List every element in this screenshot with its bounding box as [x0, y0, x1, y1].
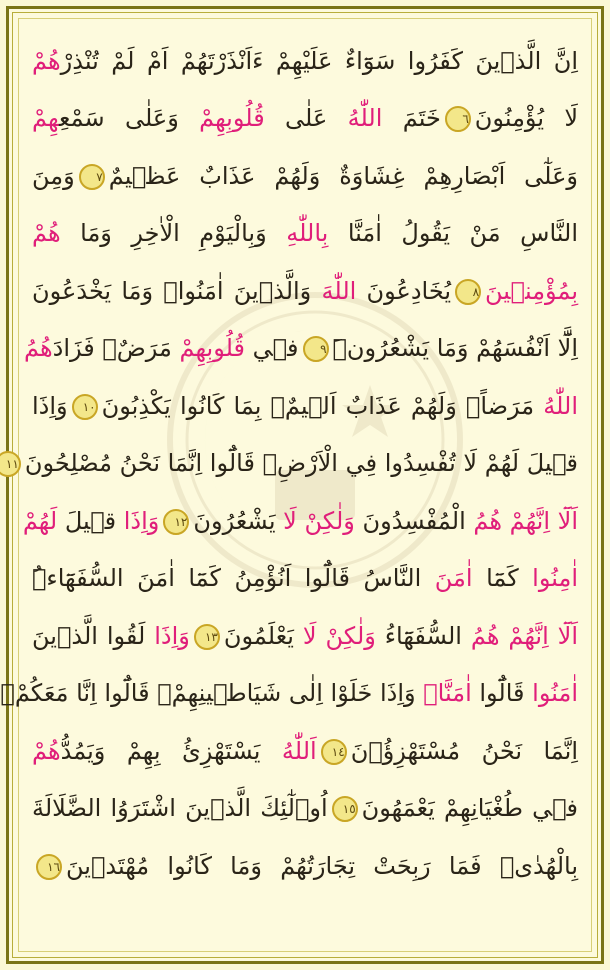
highlighted-word: بِمُؤْمِن۪ينَ [485, 277, 578, 305]
highlighted-word: اللّٰهَ [321, 277, 357, 305]
verse-text: وَمِنَ [32, 162, 75, 190]
verse-text: السُّفَهَٓاءُ [375, 622, 471, 650]
verse-text: لَا يُؤْمِنُونَ [474, 104, 579, 132]
highlighted-word: اَللّٰهُ [281, 737, 317, 765]
verse-text: وَعَلٰى سَمْعِ [59, 104, 200, 132]
text-line [5, 436, 578, 490]
quran-text-block [0, 34, 579, 934]
verse-text: كَمَٓا [472, 564, 533, 592]
verse-text: مَرَضٌۙ فَزَادَ [52, 334, 180, 362]
verse-text: وَاِذَا خَلَوْا اِلٰى شَيَاط۪ينِهِمْۙ قَالُٓوا اِنَّا مَعَكُمْۙ [0, 679, 424, 707]
highlighted-word: اٰمِنُوا [532, 564, 579, 592]
ayah-number-marker: ٦ [445, 106, 471, 132]
verse-text: لَقُوا الَّذ۪ينَ [32, 622, 155, 650]
ayah-number-marker: ١١ [0, 451, 21, 477]
verse-text: ف۪ي [245, 334, 299, 362]
text-line [22, 494, 578, 548]
highlighted-word: لَهُمْ [22, 507, 58, 535]
ayah-number-marker: ١٤ [321, 739, 347, 765]
verse-text: النَّاسِ مَنْ يَقُولُ اٰمَنَّا [328, 219, 578, 247]
verse-text: قَالُٓوا [471, 679, 533, 707]
verse-text: وَبِالْيَوْمِ الْاٰخِرِ وَمَا [60, 219, 287, 247]
verse-text: وَاِذَا [32, 392, 68, 420]
ayah-number-marker: ١٢ [163, 509, 189, 535]
verse-text: يَشْعُرُونَ [193, 507, 284, 535]
highlighted-word: وَاِذَا [154, 622, 190, 650]
verse-text: مَرَضاًۚ وَلَهُمْ عَذَابٌ اَل۪يمٌۙ بِمَا كَانُوا يَكْذِبُونَ [101, 392, 544, 420]
text-line [32, 551, 578, 605]
text-line [32, 379, 578, 433]
text-line [24, 321, 578, 375]
text-line [32, 91, 578, 145]
highlighted-word: هِمْ [32, 104, 60, 132]
verse-text: يُخَادِعُونَ [356, 277, 452, 305]
verse-text: الْمُفْسِدُونَ [354, 507, 474, 535]
verse-text: خَتَمَ [382, 104, 441, 132]
verse-text: اُو۬لٰٓئِكَ الَّذ۪ينَ اشْتَرَوُا الضَّلَالَةَ [32, 794, 328, 822]
highlighted-word: هُمُ [24, 334, 53, 362]
highlighted-word: وَلٰكِنْ لَا [302, 622, 376, 650]
ayah-number-marker: ٩ [303, 336, 329, 362]
highlighted-word: قُلُوبِهِمْ [179, 334, 246, 362]
verse-text: النَّاسُ قَالُٓوا اَنُؤْمِنُ كَمَٓا اٰمَنَ السُّفَهَٓاءُۜ [32, 564, 435, 592]
ayah-number-marker: ١٦ [36, 854, 62, 880]
highlighted-word: اللّٰهُ [543, 392, 578, 420]
ayah-number-marker: ١٣ [194, 624, 220, 650]
text-line [32, 781, 578, 835]
highlighted-word: هُمْ [32, 47, 61, 75]
ayah-number-marker: ٨ [455, 279, 481, 305]
verse-text: ق۪يلَ لَهُمْ لَا تُفْسِدُوا فِي الْاَرْضِۙ قَالُٓوا اِنَّمَا نَحْنُ مُصْلِحُونَ [24, 449, 578, 477]
text-line [32, 609, 578, 663]
ayah-number-marker: ١٥ [332, 796, 358, 822]
verse-text: اِنَّمَا نَحْنُ مُسْتَهْزِؤُ۫نَ [350, 737, 579, 765]
verse-text: يَعْلَمُونَ [223, 622, 303, 650]
highlighted-word: قُلُوبِهِمْ [199, 104, 265, 132]
text-line [32, 264, 578, 318]
ayah-number-marker: ١٠ [72, 394, 98, 420]
highlighted-word: وَاِذَا [123, 507, 160, 535]
verse-text: وَعَلٰٓى اَبْصَارِهِمْ غِشَاوَةٌ وَلَهُمْ عَذَابٌ عَظ۪يمٌ [108, 162, 578, 190]
verse-text: ق۪يلَ [57, 507, 124, 535]
highlighted-word: وَلٰكِنْ لَا [283, 507, 355, 535]
verse-text: بِالْهُدٰىۖ فَمَا رَبِحَتْ تِجَارَتُهُمْ وَمَا كَانُوا مُهْتَد۪ينَ [66, 852, 578, 880]
text-line [32, 206, 578, 260]
highlighted-word: اَلَٓا اِنَّهُمْ هُمُ [473, 507, 578, 535]
highlighted-word: اٰمَنَّاۚ [423, 679, 472, 707]
verse-text: اِلَّٓا اَنْفُسَهُمْ وَمَا يَشْعُرُونَۜ [332, 334, 578, 362]
verse-text: ف۪ي طُغْيَانِهِمْ يَعْمَهُونَ [361, 794, 578, 822]
verse-text: عَلٰى [264, 104, 348, 132]
text-line [32, 34, 578, 88]
verse-text: يَسْتَهْزِئُ بِهِمْ وَيَمُدُّ [60, 737, 282, 765]
highlighted-word: اللّٰهُ [347, 104, 383, 132]
text-line [32, 149, 578, 203]
text-line [0, 666, 578, 720]
highlighted-word: اَلَٓا اِنَّهُمْ هُمُ [470, 622, 579, 650]
highlighted-word: هُمْ [32, 737, 61, 765]
text-line [32, 839, 578, 893]
highlighted-word: اٰمَنَ [434, 564, 473, 592]
highlighted-word: بِاللّٰهِ [286, 219, 329, 247]
text-line [32, 724, 578, 778]
ayah-number-marker: ٧ [79, 164, 105, 190]
highlighted-word: اٰمَنُوا [532, 679, 578, 707]
verse-text: اِنَّ الَّذ۪ينَ كَفَرُوا سَوَٓاءٌ عَلَيْهِمْ ءَاَنْذَرْتَهُمْ اَمْ لَمْ تُنْذِرْ [60, 47, 578, 75]
verse-text: وَالَّذ۪ينَ اٰمَنُواۚ وَمَا يَخْدَعُونَ [32, 277, 322, 305]
highlighted-word: هُمْ [32, 219, 61, 247]
